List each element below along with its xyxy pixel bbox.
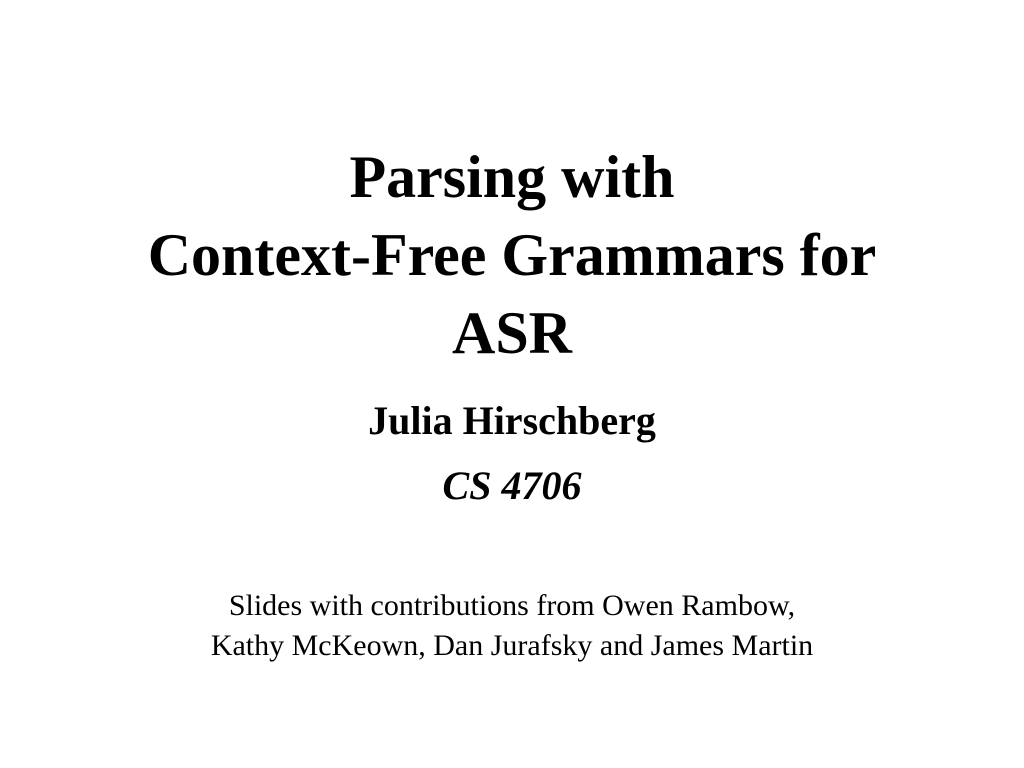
credits-note [0,586,1024,666]
credits-line: Kathy McKeown, Dan Jurafsky and James Martin [210,629,814,662]
slide-title [0,138,1024,372]
credits-line: Slides with contributions from Owen Rambow, [228,589,796,622]
slide-title-line: ASR [451,300,573,366]
slide-title-line: Parsing with [349,144,675,210]
slide-title-line: Context-Free Grammars for [147,222,877,288]
course-code: CS 4706 [442,463,582,508]
author-name: Julia Hirschberg [368,398,656,443]
